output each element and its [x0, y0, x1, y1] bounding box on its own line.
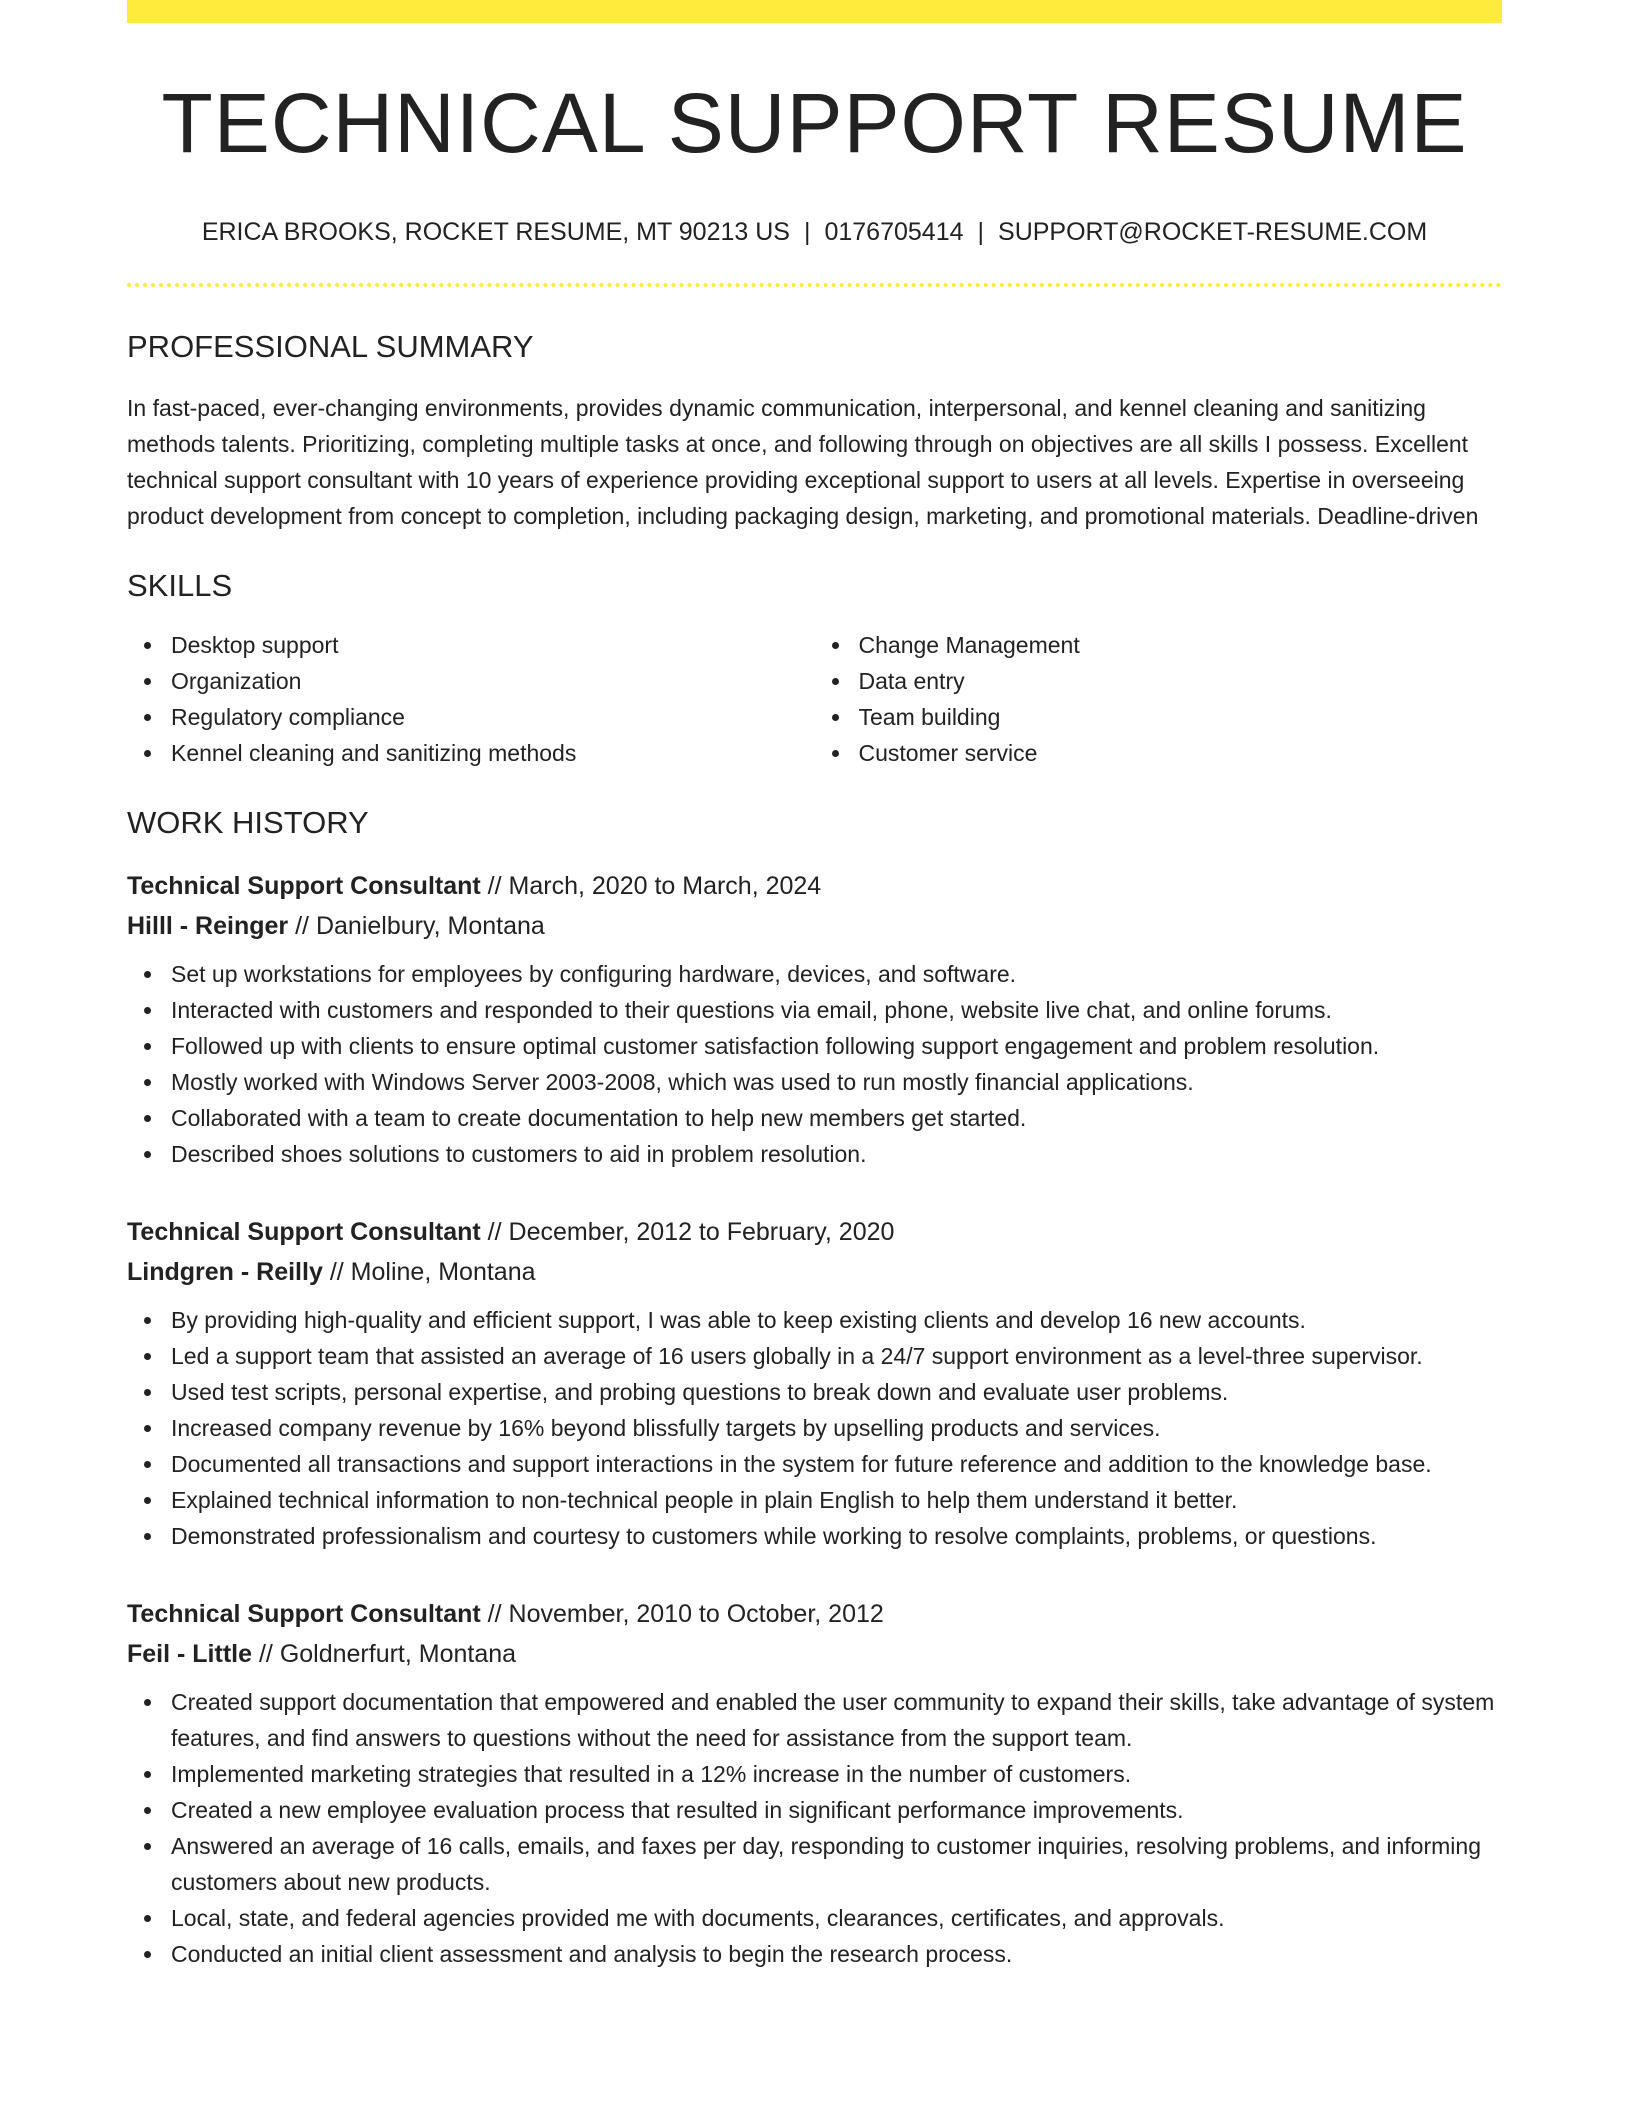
job-title: Technical Support Consultant: [127, 872, 481, 900]
contact-separator: |: [977, 218, 985, 246]
work-history-heading: WORK HISTORY: [127, 805, 369, 840]
job-bullet: Increased company revenue by 16% beyond blissfully targets by upselling products and services.: [127, 1410, 1502, 1446]
job-bullet: Used test scripts, personal expertise, and probing questions to break down and evaluate user problems.: [127, 1374, 1502, 1410]
page-title: TECHNICAL SUPPORT RESUME: [161, 76, 1468, 170]
job-separator: //: [487, 1600, 502, 1628]
job-company: Lindgren - Reilly: [127, 1258, 323, 1286]
summary-text: In fast-paced, ever-changing environments, provides dynamic communication, interpersonal, and kennel cleaning and sanitizing methods talents. Prioritizing, completing multiple tasks at once, and following through on objectives are all skills I possess. Excellent technical support consultant with 10 years of experience providing exceptional support to users at all levels. Expertise in overseeing product development from concept to completion, including packaging design, marketing, and promotional materials. Deadline-driven: [127, 395, 1479, 529]
job-separator: //: [329, 1258, 344, 1286]
skill-item: Data entry: [815, 663, 1503, 699]
job-separator: //: [258, 1640, 273, 1668]
job-bullets: [127, 1684, 1502, 1972]
job-location: Danielbury, Montana: [315, 912, 545, 940]
job-bullet: Local, state, and federal agencies provided me with documents, clearances, certificates, and approvals.: [127, 1900, 1502, 1936]
contact-separator: |: [803, 218, 811, 246]
skill-item: Customer service: [815, 735, 1503, 771]
job-bullet: Implemented marketing strategies that resulted in a 12% increase in the number of customers.: [127, 1756, 1502, 1792]
summary-heading: PROFESSIONAL SUMMARY: [127, 329, 534, 364]
job-company-line: [127, 1634, 1502, 1674]
job-title: Technical Support Consultant: [127, 1600, 481, 1628]
job-bullet: Set up workstations for employees by configuring hardware, devices, and software.: [127, 956, 1502, 992]
job-dates: March, 2020 to March, 2024: [508, 872, 822, 900]
job-company-line: [127, 906, 1502, 946]
job-company: Feil - Little: [127, 1640, 252, 1668]
job-bullet: Explained technical information to non-technical people in plain English to help them understand it better.: [127, 1482, 1502, 1518]
job-separator: //: [487, 1218, 502, 1246]
skills-heading: SKILLS: [127, 568, 233, 603]
resume-page: [127, 0, 1502, 1972]
job-title-line: [127, 866, 1502, 906]
contact-email[interactable]: SUPPORT@ROCKET-RESUME.COM: [998, 218, 1428, 246]
job-title: Technical Support Consultant: [127, 1218, 481, 1246]
job-bullet: Created a new employee evaluation process that resulted in significant performance improvements.: [127, 1792, 1502, 1828]
contact-phone: 0176705414: [824, 218, 964, 246]
job-bullet: Followed up with clients to ensure optimal customer satisfaction following support engagement and problem resolution.: [127, 1028, 1502, 1064]
accent-top-bar: [127, 0, 1502, 23]
job-bullet: Collaborated with a team to create documentation to help new members get started.: [127, 1100, 1502, 1136]
job-bullet: Demonstrated professionalism and courtesy to customers while working to resolve complaints, problems, or questions.: [127, 1518, 1502, 1554]
dotted-divider: [127, 283, 1502, 287]
job-bullet: Created support documentation that empowered and enabled the user community to expand their skills, take advantage of system features, and find answers to questions without the need for assistance from the support team.: [127, 1684, 1502, 1756]
job-company: Hilll - Reinger: [127, 912, 289, 940]
skills-column-right: [815, 627, 1503, 771]
job-location: Moline, Montana: [350, 1258, 536, 1286]
skills-list: [127, 627, 1502, 771]
job-location: Goldnerfurt, Montana: [279, 1640, 517, 1668]
job-bullet: Conducted an initial client assessment and analysis to begin the research process.: [127, 1936, 1502, 1972]
job-bullet: Mostly worked with Windows Server 2003-2008, which was used to run mostly financial applications.: [127, 1064, 1502, 1100]
job-bullet: By providing high-quality and efficient support, I was able to keep existing clients and develop 16 new accounts.: [127, 1302, 1502, 1338]
job-dates: December, 2012 to February, 2020: [508, 1218, 895, 1246]
job-bullet: Answered an average of 16 calls, emails, and faxes per day, responding to customer inquiries, resolving problems, and informing customers about new products.: [127, 1828, 1502, 1900]
job-entry: [127, 1594, 1502, 1972]
job-bullets: [127, 1302, 1502, 1554]
job-separator: //: [487, 872, 502, 900]
job-separator: //: [295, 912, 309, 940]
skill-item: Organization: [127, 663, 815, 699]
contact-line: [127, 220, 1502, 245]
contact-address: ERICA BROOKS, ROCKET RESUME, MT 90213 US: [201, 218, 790, 246]
job-company-line: [127, 1252, 1502, 1292]
skill-item: Regulatory compliance: [127, 699, 815, 735]
skill-item: Change Management: [815, 627, 1503, 663]
job-bullet: Led a support team that assisted an average of 16 users globally in a 24/7 support environment as a level-three supervisor.: [127, 1338, 1502, 1374]
skills-column-left: [127, 627, 815, 771]
job-bullet: Interacted with customers and responded to their questions via email, phone, website live chat, and online forums.: [127, 992, 1502, 1028]
skill-item: Desktop support: [127, 627, 815, 663]
skill-item: Team building: [815, 699, 1503, 735]
skill-item: Kennel cleaning and sanitizing methods: [127, 735, 815, 771]
job-title-line: [127, 1594, 1502, 1634]
job-title-line: [127, 1212, 1502, 1252]
job-dates: November, 2010 to October, 2012: [508, 1600, 884, 1628]
job-bullet: Described shoes solutions to customers to aid in problem resolution.: [127, 1136, 1502, 1172]
job-entry: [127, 1212, 1502, 1554]
job-bullets: [127, 956, 1502, 1172]
job-entry: [127, 866, 1502, 1172]
job-bullet: Documented all transactions and support interactions in the system for future reference and addition to the knowledge base.: [127, 1446, 1502, 1482]
